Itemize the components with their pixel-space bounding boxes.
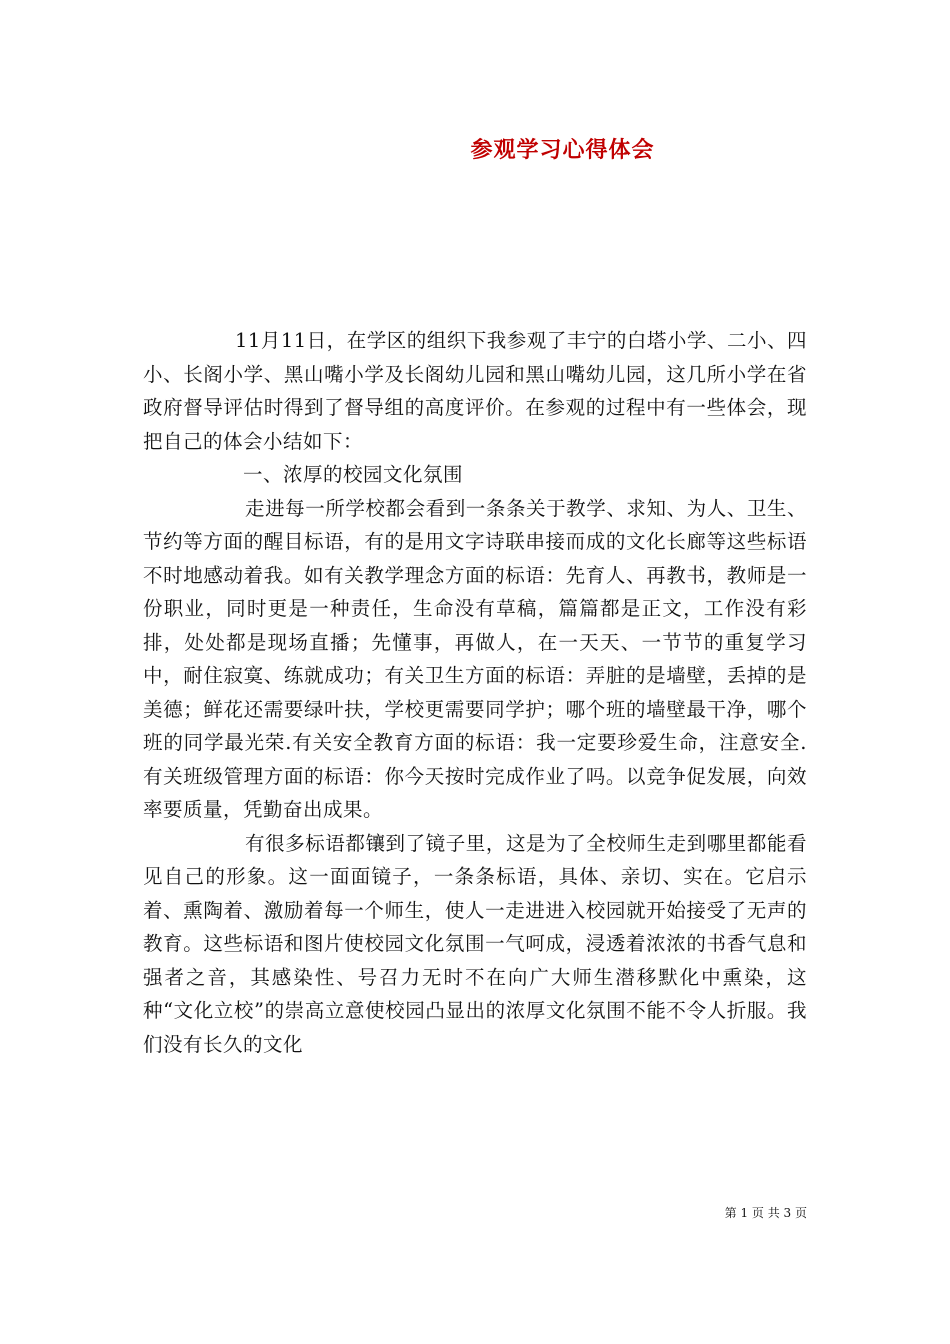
body-paragraph: 走进每一所学校都会看到一条条关于教学、求知、为人、卫生、节约等方面的醒目标语，有的是用文字诗联串接而成的文化长廊等这些标语不时地感动着我。如有关教学理念方面的标语：先育人、再教书，教师是一份职业，同时更是一种责任，生命没有草稿，篇篇都是正文，工作没有彩排，处处都是现场直播；先懂事，再做人，在一天天、一节节的重复学习中，耐住寂寞、练就成功；有关卫生方面的标语：弄脏的是墙壁，丢掉的是美德；鲜花还需要绿叶扶，学校更需要同学护；哪个班的墙壁最干净，哪个班的同学最光荣.有关安全教育方面的标语：我一定要珍爱生命，注意安全.有关班级管理方面的标语：你今天按时完成作业了吗。以竞争促发展，向效率要质量，凭勤奋出成果。 xyxy=(143,496,807,821)
document-title: 参观学习心得体会 xyxy=(470,138,655,163)
document-body xyxy=(143,324,807,1061)
section-heading: 一、浓厚的校园文化氛围 xyxy=(243,463,464,486)
intro-paragraph: 11月11日，在学区的组织下我参观了丰宁的白塔小学、二小、四小、长阁小学、黑山嘴小学及长阁幼儿园和黑山嘴幼儿园，这几所小学在省政府督导评估时得到了督导组的高度评价。在参观的过程中有一些体会，现把自己的体会小结如下： xyxy=(143,329,807,453)
page-number: 第 1 页 共 3 页 xyxy=(724,1206,807,1220)
body-paragraph: 有很多标语都镶到了镜子里，这是为了全校师生走到哪里都能看见自己的形象。这一面面镜子，一条条标语，具体、亲切、实在。它启示着、熏陶着、激励着每一个师生，使人一走进进入校园就开始接受了无声的教育。这些标语和图片使校园文化氛围一气呵成，浸透着浓浓的书香气息和强者之音，其感染性、号召力无时不在向广大师生潜移默化中熏染，这种“文化立校”的崇高立意使校园凸显出的浓厚文化氛围不能不令人折服。我们没有长久的文化 xyxy=(143,831,807,1056)
